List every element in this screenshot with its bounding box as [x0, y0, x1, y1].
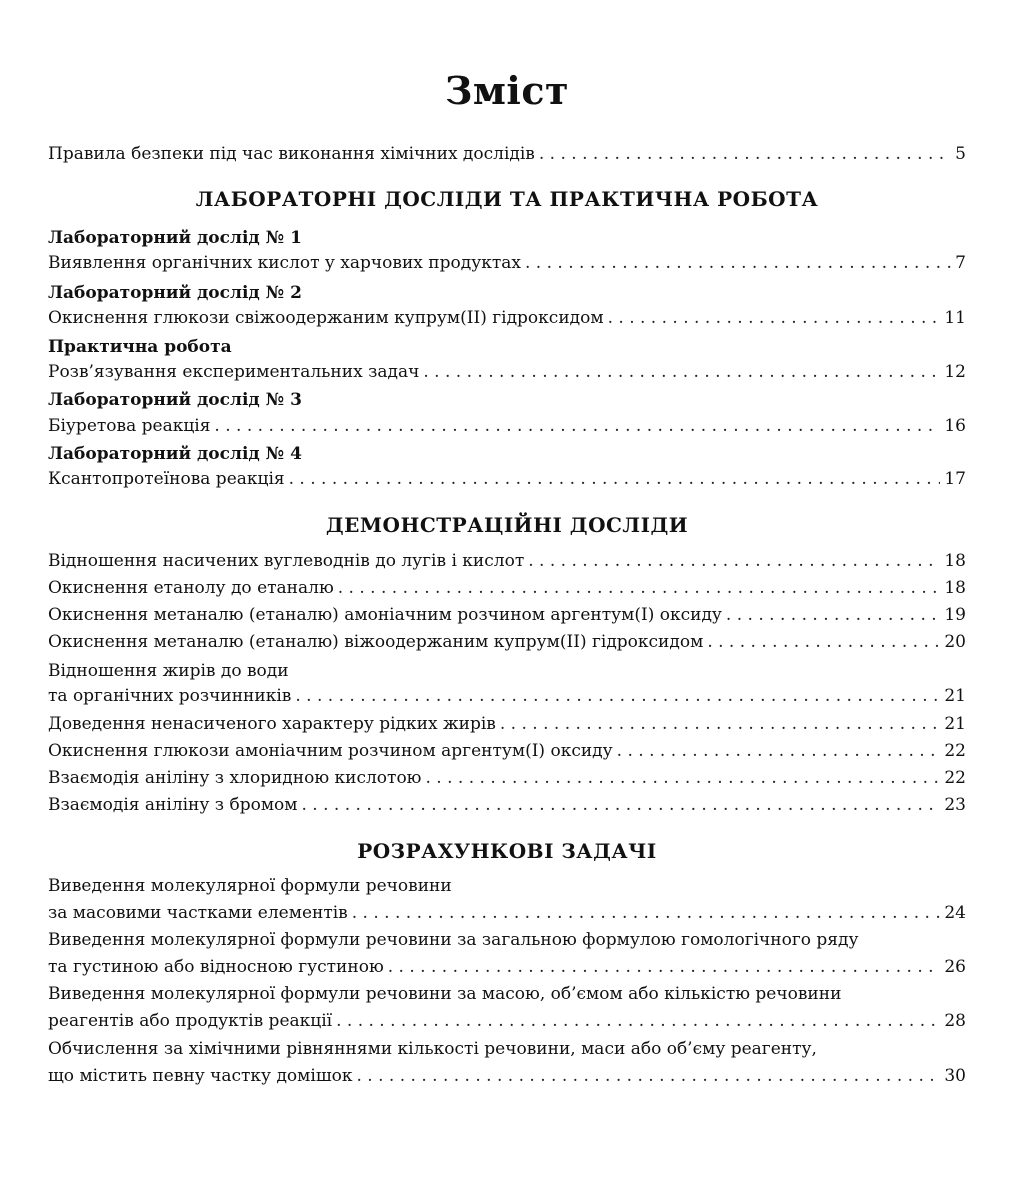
toc-entry-line1: Виведення молекулярної формули речовини: [48, 876, 452, 896]
leader-dots: [726, 605, 940, 625]
toc-entry-safety-rules[interactable]: [48, 144, 966, 170]
toc-entry[interactable]: [48, 1011, 966, 1037]
toc-subtitle: Практична робота: [48, 337, 232, 357]
toc-entry[interactable]: [48, 632, 966, 658]
leader-dots: [289, 469, 941, 489]
toc-entry[interactable]: [48, 795, 966, 821]
leader-dots: [302, 795, 941, 815]
toc-entry-label: Окиснення метаналю (етаналю) віжоодержаним купрум(II) гідроксидом: [48, 632, 704, 652]
toc-entry-line1: Відношення жирів до води: [48, 661, 289, 681]
toc-entry-page: 22: [944, 768, 966, 788]
toc-entry-page: 21: [944, 714, 966, 734]
toc-entry-page: 20: [944, 632, 966, 652]
toc-entry-label: Взаємодія аніліну з хлоридною кислотою: [48, 768, 422, 788]
leader-dots: [356, 1066, 940, 1086]
toc-entry-label: Правила безпеки під час виконання хімічних дослідів: [48, 144, 535, 164]
leader-dots: [338, 578, 941, 598]
toc-entry[interactable]: [48, 469, 966, 495]
toc-entry-label: що містить певну частку домішок: [48, 1066, 353, 1086]
toc-entry-label: Біуретова реакція: [48, 416, 211, 436]
leader-dots: [539, 144, 951, 164]
toc-entry-page: 21: [944, 686, 966, 706]
leader-dots: [336, 1011, 940, 1031]
toc-entry-label: та густиною або відносною густиною: [48, 957, 384, 977]
leader-dots: [214, 416, 940, 436]
toc-entry-page: 5: [955, 144, 966, 164]
leader-dots: [388, 957, 941, 977]
toc-subtitle: Лабораторний дослід № 3: [48, 390, 302, 410]
leader-dots: [295, 686, 940, 706]
leader-dots: [525, 253, 951, 273]
toc-entry-label: Ксантопротеїнова реакція: [48, 469, 285, 489]
toc-entry-line1: Обчислення за хімічними рівняннями кількості речовини, маси або об’єму реагенту,: [48, 1039, 817, 1059]
toc-subtitle: Лабораторний дослід № 4: [48, 444, 302, 464]
toc-entry-page: 22: [944, 741, 966, 761]
toc-entry[interactable]: [48, 686, 966, 712]
section-heading-calc: РОЗРАХУНКОВІ ЗАДАЧІ: [357, 839, 657, 863]
toc-entry-page: 30: [944, 1066, 966, 1086]
toc-subtitle: Лабораторний дослід № 1: [48, 228, 302, 248]
toc-entry-label: Доведення ненасиченого характеру рідких жирів: [48, 714, 496, 734]
toc-entry[interactable]: [48, 741, 966, 767]
toc-subtitle: Лабораторний дослід № 2: [48, 283, 302, 303]
leader-dots: [423, 362, 940, 382]
toc-entry-label: Відношення насичених вуглеводнів до лугів і кислот: [48, 551, 525, 571]
leader-dots: [352, 903, 941, 923]
toc-entry-label: Окиснення глюкози амоніачним розчином аргентум(I) оксиду: [48, 741, 613, 761]
toc-entry-label: Взаємодія аніліну з бромом: [48, 795, 298, 815]
toc-entry-page: 23: [944, 795, 966, 815]
toc-entry-label: Розв’язування експериментальних задач: [48, 362, 420, 382]
toc-entry-page: 16: [944, 416, 966, 436]
toc-entry-page: 26: [944, 957, 966, 977]
toc-entry-page: 7: [955, 253, 966, 273]
toc-entry[interactable]: [48, 714, 966, 740]
toc-entry-label: Виявлення органічних кислот у харчових продуктах: [48, 253, 521, 273]
page-title: Зміст: [444, 68, 570, 113]
toc-entry[interactable]: [48, 578, 966, 604]
toc-entry[interactable]: [48, 605, 966, 631]
toc-entry[interactable]: [48, 308, 966, 334]
toc-entry-line1: Виведення молекулярної формули речовини за масою, об’ємом або кількістю речовини: [48, 984, 842, 1004]
toc-entry-page: 18: [944, 551, 966, 571]
toc-entry[interactable]: [48, 903, 966, 929]
toc-entry-label: Окиснення метаналю (етаналю) амоніачним розчином аргентум(I) оксиду: [48, 605, 722, 625]
leader-dots: [707, 632, 940, 652]
toc-entry-page: 24: [944, 903, 966, 923]
toc-entry[interactable]: [48, 768, 966, 794]
toc-entry-line1: Виведення молекулярної формули речовини за загальною формулою гомологічного ряду: [48, 930, 859, 950]
leader-dots: [617, 741, 941, 761]
toc-entry-page: 12: [944, 362, 966, 382]
toc-entry[interactable]: [48, 957, 966, 983]
toc-entry[interactable]: [48, 253, 966, 279]
toc-entry-label: Окиснення глюкози свіжоодержаним купрум(II) гідроксидом: [48, 308, 604, 328]
toc-entry-page: 11: [944, 308, 966, 328]
toc-entry[interactable]: [48, 416, 966, 442]
toc-entry[interactable]: [48, 1066, 966, 1092]
leader-dots: [528, 551, 940, 571]
toc-entry-label: реагентів або продуктів реакції: [48, 1011, 333, 1031]
section-heading-demo: ДЕМОНСТРАЦІЙНІ ДОСЛІДИ: [325, 513, 689, 537]
leader-dots: [608, 308, 941, 328]
toc-entry-label: за масовими частками елементів: [48, 903, 348, 923]
toc-entry-page: 18: [944, 578, 966, 598]
toc-entry-page: 28: [944, 1011, 966, 1031]
toc-entry-label: та органічних розчинників: [48, 686, 292, 706]
toc-entry-page: 17: [944, 469, 966, 489]
toc-entry-page: 19: [944, 605, 966, 625]
toc-entry[interactable]: [48, 362, 966, 388]
leader-dots: [500, 714, 941, 734]
section-heading-lab: ЛАБОРАТОРНІ ДОСЛІДИ ТА ПРАКТИЧНА РОБОТА: [195, 187, 819, 211]
toc-entry[interactable]: [48, 551, 966, 577]
leader-dots: [426, 768, 941, 788]
toc-entry-label: Окиснення етанолу до етаналю: [48, 578, 334, 598]
